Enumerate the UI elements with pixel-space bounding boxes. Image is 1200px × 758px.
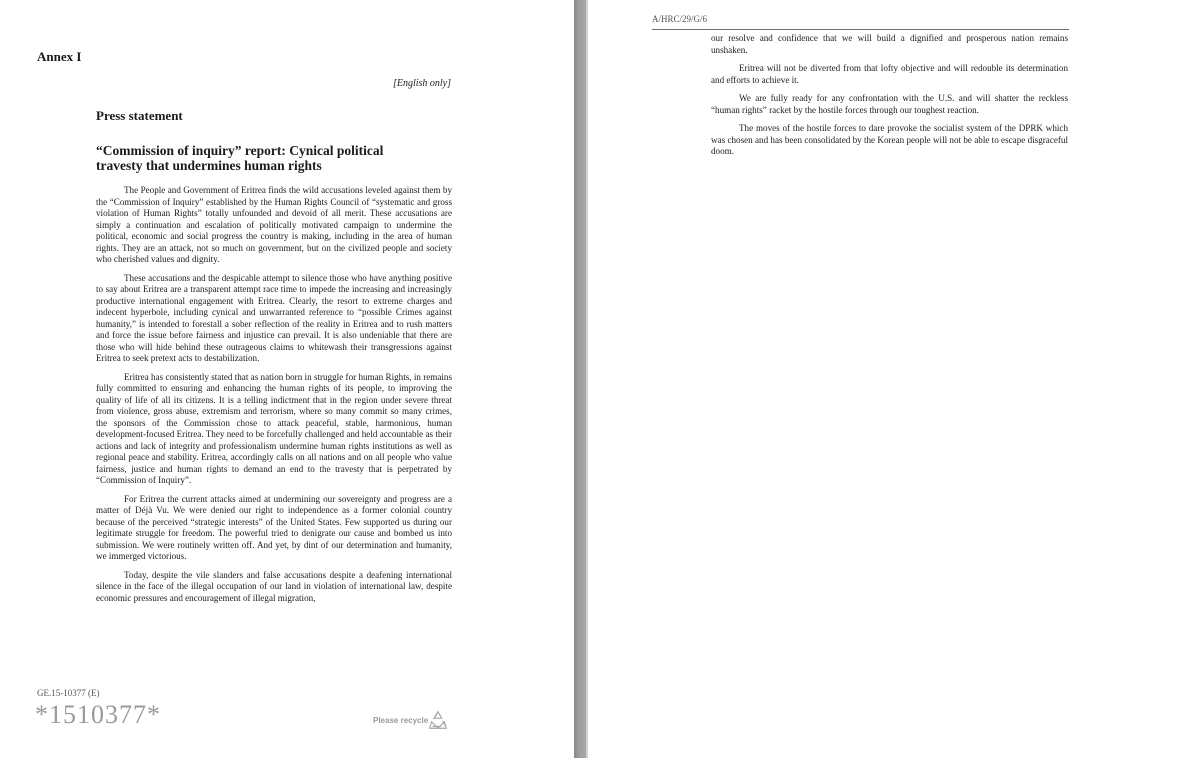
recycle-label: Please recycle [373, 716, 429, 725]
statement-body-continued [711, 33, 1068, 165]
section-title: Press statement [96, 108, 183, 123]
body-paragraph-7: We are fully ready for any confrontation with the U.S. and will shatter the reckless “human rights” racket by the hostile forces through our toughest reaction. [711, 93, 1068, 115]
body-paragraph-4: For Eritrea the current attacks aimed at undermining our sovereignty and progress are a matter of Déjà Vu. We were denied our right to independence as a former colonial country because of the perceived “strategic interests” of the United States. Few supported us during our legitimate struggle for freedom. The powerful tried to denigrate our cause and bombed us into submission. We were routinely written off. And yet, by dint of our determination and humanity, we immerged victorious. [96, 493, 452, 561]
body-paragraph-2: These accusations and the despicable attempt to silence those who have anything positive to say about Eritrea are a transparent attempt race time to impede the increasing and increasingly productive international engagement with Eritrea. Clearly, the resort to extreme charges and indecent hyperbole, including cynical and unwarranted reference to “possible Crimes against humanity,” is intended to forestall a sober reflection of the reality in Eritrea and to rush matters and force the issue before fairness and injustice can prevail. It is also undeniable that there are those who will hide behind these outrageous claims to whitewash their transgressions against Eritrea to seek pretext acts to destabilization. [96, 272, 452, 363]
language-note: [English only] [392, 78, 451, 89]
document-symbol: A/HRC/29/G/6 [652, 14, 708, 24]
recycle-icon [427, 709, 449, 731]
body-paragraph-3: Eritrea has consistently stated that as nation born in struggle for human Rights, in remains fully committed to ensuring and enhancing the human rights of its people, to improving the quality of life of all its citizens. It is a telling indictment that in the region under severe threat from violence, gross abuse, extremism and terrorism, where so many commit so many crimes, the sponsors of the Commission chose to attack peaceful, stable, harmonious, human development-focused Eritrea. They need to be forcefully challenged and held accountable as their actions and lack of integrity and professionalism undermine human rights institutions as well as regional peace and stability. Eritrea, accordingly calls on all nations and on all people who value fairness, justice and human rights to demand an end to the travesty that is perpetrated by “Commission of Inquiry”. [96, 371, 452, 485]
document-page-left [0, 0, 574, 758]
annex-title: Annex I [37, 49, 82, 64]
document-page-right [588, 0, 1200, 758]
statement-headline: “Commission of inquiry” report: Cynical political travesty that undermines human rights [96, 143, 384, 173]
job-number: GE.15-10377 (E) [37, 688, 100, 698]
header-rule [652, 29, 1069, 30]
body-paragraph-6: Eritrea will not be diverted from that lofty objective and will redouble its determination and efforts to achieve it. [711, 63, 1068, 85]
body-paragraph-5: Today, despite the vile slanders and false accusations despite a deafening international silence in the face of the illegal occupation of our land in violation of international law, despite economic pressures and encouragement of illegal migration, [96, 569, 452, 603]
barcode-text: *1510377* [35, 700, 161, 729]
statement-body [96, 185, 452, 604]
body-paragraph-8: The moves of the hostile forces to dare provoke the socialist system of the DPRK which was chosen and has been consolidated by the Korean people will not be able to escape disgraceful doom. [711, 123, 1068, 156]
body-paragraph-1: The People and Government of Eritrea finds the wild accusations leveled against them by the “Commission of Inquiry” established by the Human Rights Council of “systematic and gross violation of Human Rights” totally unfounded and devoid of all merit. These accusations are simply a continuation and escalation of politically motivated campaign to undermine the political, economic and social progress the country is making, including in the area of human rights. They are an attack, not so much on government, but on the civilized people and society who cherished values and dignity. [96, 185, 452, 264]
continuation-paragraph: our resolve and confidence that we will build a dignified and prosperous nation remains unshaken. [711, 33, 1068, 55]
